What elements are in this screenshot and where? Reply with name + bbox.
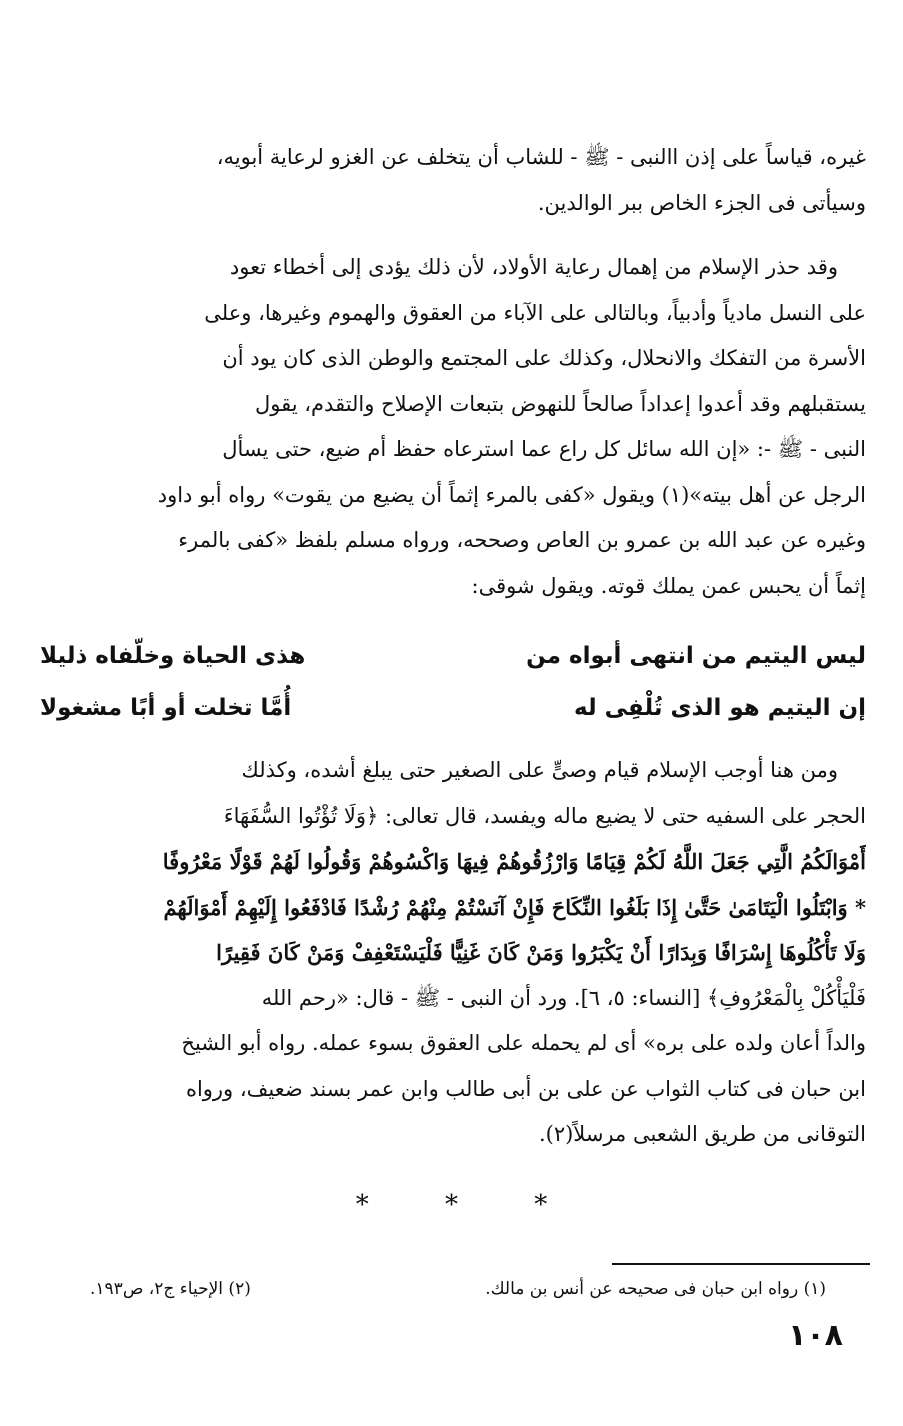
text-line: وقد حذر الإسلام من إهمال رعاية الأولاد، لأن ذلك يؤدى إلى أخطاء تعود bbox=[229, 255, 838, 279]
text-line: إثماً أن يحبس عمن يملك قوته. ويقول شوقى: bbox=[471, 573, 866, 598]
text-line: وغيره عن عبد الله بن عمرو بن العاص وصححه، ورواه مسلم بلفظ «كفى بالمرء bbox=[178, 528, 866, 552]
text-line: على النسل مادياً وأدبياً، وبالتالى على الآباء من العقوق والهموم وغيرها، وعلى bbox=[204, 300, 866, 325]
paragraph-1 bbox=[40, 135, 866, 226]
poem-verse bbox=[40, 682, 866, 734]
text-line: يستقبلهم وقد أعدوا إعداداً صالحاً للنهوض بتبعات الإصلاح والتقدم، يقول bbox=[255, 391, 866, 416]
text-line: فَلْيَأْكُلْ بِالْمَعْرُوفِ﴾ [النساء: ٥، ٦]. ورد أن النبى - ﷺ - قال: «رحم الله bbox=[261, 985, 866, 1010]
text-line: الأسرة من التفكك والانحلال، وكذلك على المجتمع والوطن الذى كان يود أن bbox=[222, 346, 866, 370]
paragraph-3 bbox=[40, 748, 866, 1158]
quran-verse-line: * وَابْتَلُوا الْيَتَامَىٰ حَتَّىٰ إِذَا بَلَغُوا النِّكَاحَ فَإِنْ آنَسْتُمْ مِنْهُمْ رُشْدًا فَادْفَعُوا إِلَيْهِمْ أَمْوَالَهُمْ bbox=[163, 894, 866, 920]
footnotes bbox=[90, 1273, 826, 1305]
poem-verse bbox=[40, 630, 866, 682]
quran-verse-line: وَلَا تَأْكُلُوهَا إِسْرَافًا وَبِدَارًا أَنْ يَكْبَرُوا وَمَنْ كَانَ غَنِيًّا فَلْيَسْتَعْفِفْ وَمَنْ كَانَ فَقِيرًا bbox=[216, 940, 866, 965]
poem bbox=[40, 630, 866, 734]
text-line: التوقانى من طريق الشعبى مرسلاً(٢). bbox=[538, 1122, 866, 1146]
text-line: ومن هنا أوجب الإسلام قيام وصىٍّ على الصغير حتى يبلغ أشده، وكذلك bbox=[241, 758, 838, 782]
verse-first-hemistich: إن اليتيم هو الذى تُلْفِى له bbox=[574, 695, 866, 721]
quran-verse-line: أَمْوَالَكُمُ الَّتِي جَعَلَ اللَّهُ لَكُمْ قِيَامًا وَارْزُقُوهُمْ فِيهَا وَاكْسُوهُمْ وَقُولُوا لَهُمْ قَوْلًا مَعْرُوفًا bbox=[162, 849, 866, 874]
text-line: ابن حبان فى كتاب الثواب عن على بن أبى طالب وابن عمر بسند ضعيف، ورواه bbox=[185, 1076, 866, 1101]
text-line: والداً أعان ولده على بره» أى لم يحمله على العقوق بسوء عمله. رواه أبو الشيخ bbox=[181, 1031, 866, 1055]
text-line: النبى - ﷺ -: «إن الله سائل كل راع عما استرعاه حفظ أم ضيع، حتى يسأل bbox=[222, 437, 866, 461]
footnote-1: (١) رواه ابن حبان فى صحيحه عن أنس بن مالك. bbox=[485, 1279, 826, 1299]
text-line: الحجر على السفيه حتى لا يضيع ماله ويفسد، قال تعالى: ﴿وَلَا تُؤْتُوا السُّفَهَاءَ bbox=[223, 803, 866, 828]
verse-first-hemistich: ليس اليتيم من انتهى أبواه من bbox=[526, 643, 866, 669]
text-line: غيره، قياساً على إذن االنبى - ﷺ - للشاب أن يتخلف عن الغزو لرعاية أبويه، bbox=[216, 145, 866, 169]
page-number: ١٠٨ bbox=[788, 1318, 843, 1353]
footnote-2: (٢) الإحياء ج٢، ص١٩٣. bbox=[90, 1279, 251, 1299]
verse-second-hemistich: أُمَّا تخلت أو أبًا مشغولا bbox=[40, 695, 292, 721]
footnote-divider bbox=[612, 1263, 870, 1265]
paragraph-2 bbox=[40, 245, 866, 609]
section-separator: * * * bbox=[355, 1190, 582, 1220]
text-line: الرجل عن أهل بيته»(١) ويقول «كفى بالمرء إثماً أن يضيع من يقوت» رواه أبو داود bbox=[157, 482, 866, 507]
text-line: وسيأتى فى الجزء الخاص ببر الوالدين. bbox=[537, 190, 866, 215]
verse-second-hemistich: هذى الحياة وخلّفاه ذليلا bbox=[40, 643, 306, 669]
